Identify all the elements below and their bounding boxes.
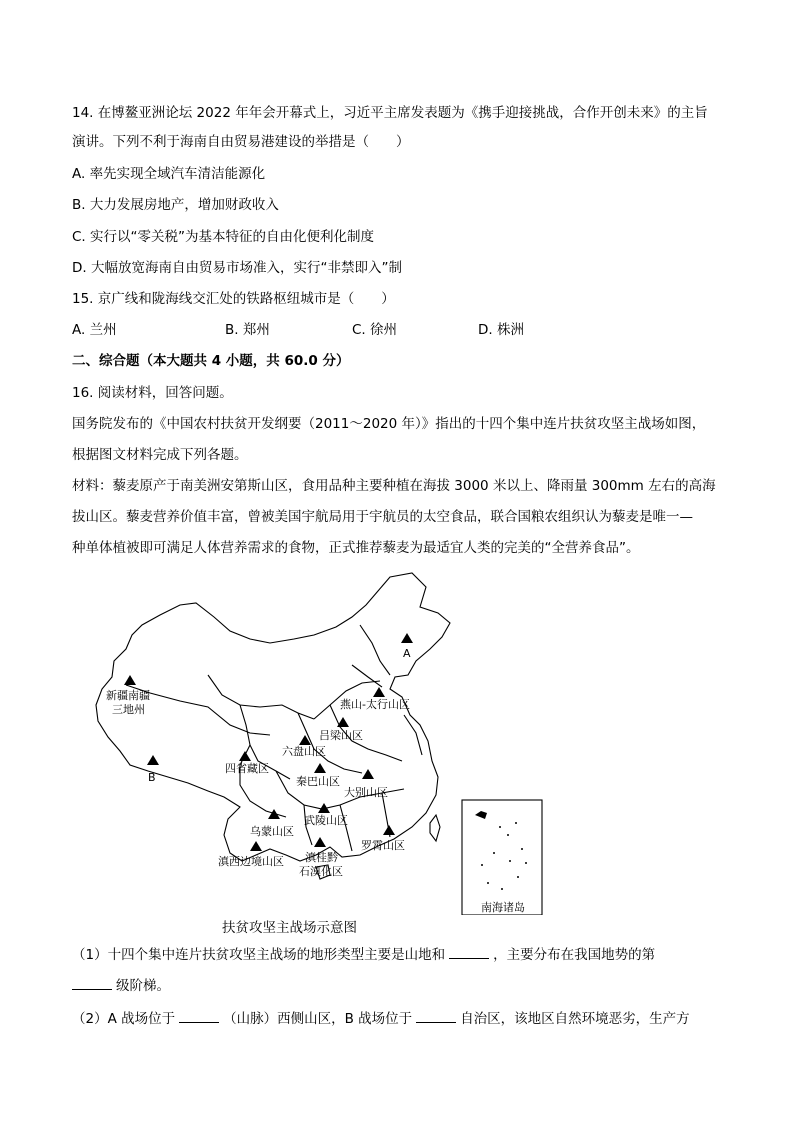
- map-label-luoxiao: 罗霄山区: [361, 839, 405, 852]
- answer-blank[interactable]: [449, 946, 489, 959]
- map-label-dabie: 大别山区: [344, 786, 388, 799]
- q16-sub2-text-a: （2）A 战场位于: [72, 1011, 176, 1027]
- map-label-xinjiang-2: 三地州: [112, 703, 145, 716]
- q16-sub2-text-c: 自治区，该地区自然环境恶劣，生产方: [460, 1011, 690, 1027]
- q14-option-b: B. 大力发展房地产，增加财政收入: [72, 197, 279, 213]
- section-heading: 二、综合题（本大题共 4 小题，共 60.0 分）: [72, 353, 350, 369]
- map-label-lvliang: 吕梁山区: [319, 729, 363, 742]
- map-label-liupan: 六盘山区: [282, 745, 326, 758]
- q14-option-a: A. 率先实现全域汽车清洁能源化: [72, 166, 266, 182]
- q14-option-d: D. 大幅放宽海南自由贸易市场准入，实行“非禁即入”制: [72, 260, 402, 276]
- q16-intro-line1: 国务院发布的《中国农村扶贫开发纲要（2011～2020 年）》指出的十四个集中连片扶贫攻坚主战场如图，: [72, 416, 706, 432]
- q16-sub1-line2: [72, 977, 170, 995]
- q16-sub2-line: [72, 1010, 690, 1028]
- answer-blank[interactable]: [72, 977, 112, 990]
- q16-sub2-text-b: （山脉）西侧山区，B 战场位于: [223, 1011, 413, 1027]
- province-border: [208, 675, 314, 719]
- q16-sub1-text-b: ，主要分布在我国地势的第: [493, 947, 656, 963]
- q14-stem-line1: 14. 在博鳌亚洲论坛 2022 年年会开幕式上，习近平主席发表题为《携手迎接挑战，合作开创未来》的主旨: [72, 105, 708, 121]
- q16-material-line2: 拔山区。藜麦营养价值丰富，曾被美国宇航局用于宇航员的太空食品，联合国粮农组织认为藜麦是唯一—: [72, 509, 693, 525]
- south-china-sea-inset: [462, 800, 542, 915]
- q14-option-c: C. 实行以“零关税”为基本特征的自由化便利化制度: [72, 229, 374, 245]
- province-border: [352, 665, 382, 687]
- q16-sub1-line1: [72, 946, 655, 964]
- map-label-nanhai: 南海诸岛: [481, 901, 525, 914]
- answer-blank[interactable]: [179, 1010, 219, 1023]
- map-label-a: A: [403, 647, 411, 660]
- answer-blank[interactable]: [416, 1010, 456, 1023]
- taiwan: [430, 815, 440, 841]
- map-label-b: B: [148, 771, 156, 784]
- q15-stem: 15. 京广线和陇海线交汇处的铁路枢纽城市是（ ）: [72, 291, 395, 307]
- q16-sub1-text-c: 级阶梯。: [116, 978, 170, 994]
- province-border: [404, 715, 422, 755]
- map-label-xinjiang-1: 新疆南疆: [106, 689, 150, 702]
- q16-material-line1: 材料：藜麦原产于南美洲安第斯山区，食用品种主要种植在海拔 3000 米以上、降雨量 300mm 左右的高海: [72, 478, 716, 494]
- q15-option-c: C. 徐州: [352, 322, 398, 338]
- china-poverty-map: [90, 565, 560, 915]
- q14-stem-line2: 演讲。下列不利于海南自由贸易港建设的举措是（ ）: [72, 134, 410, 150]
- map-label-dianguiqian-2: 石漠化区: [299, 865, 343, 878]
- q16-stem: 16. 阅读材料，回答问题。: [72, 385, 233, 401]
- q15-option-d: D. 株洲: [478, 322, 524, 338]
- q16-intro-line2: 根据图文材料完成下列各题。: [72, 447, 248, 463]
- map-label-yanshan: 燕山-太行山区: [340, 698, 410, 711]
- q16-sub1-text-a: （1）十四个集中连片扶贫攻坚主战场的地形类型主要是山地和: [72, 947, 446, 963]
- province-border: [360, 625, 390, 675]
- map-label-wumeng: 乌蒙山区: [250, 825, 294, 838]
- q15-option-a: A. 兰州: [72, 322, 117, 338]
- province-border: [340, 805, 352, 851]
- map-caption: 扶贫攻坚主战场示意图: [222, 920, 357, 936]
- map-label-dianxi: 滇西边境山区: [218, 855, 284, 868]
- map-label-qinba: 秦巴山区: [296, 775, 340, 788]
- map-label-sisheng: 四省藏区: [225, 762, 269, 775]
- map-label-wuling: 武陵山区: [304, 814, 348, 827]
- q15-option-b: B. 郑州: [225, 322, 270, 338]
- q16-material-line3: 种单体植被即可满足人体营养需求的食物，正式推荐藜麦为最适宜人类的完美的“全营养食品”。: [72, 540, 640, 556]
- map-label-dianguiqian-1: 滇桂黔: [305, 851, 338, 864]
